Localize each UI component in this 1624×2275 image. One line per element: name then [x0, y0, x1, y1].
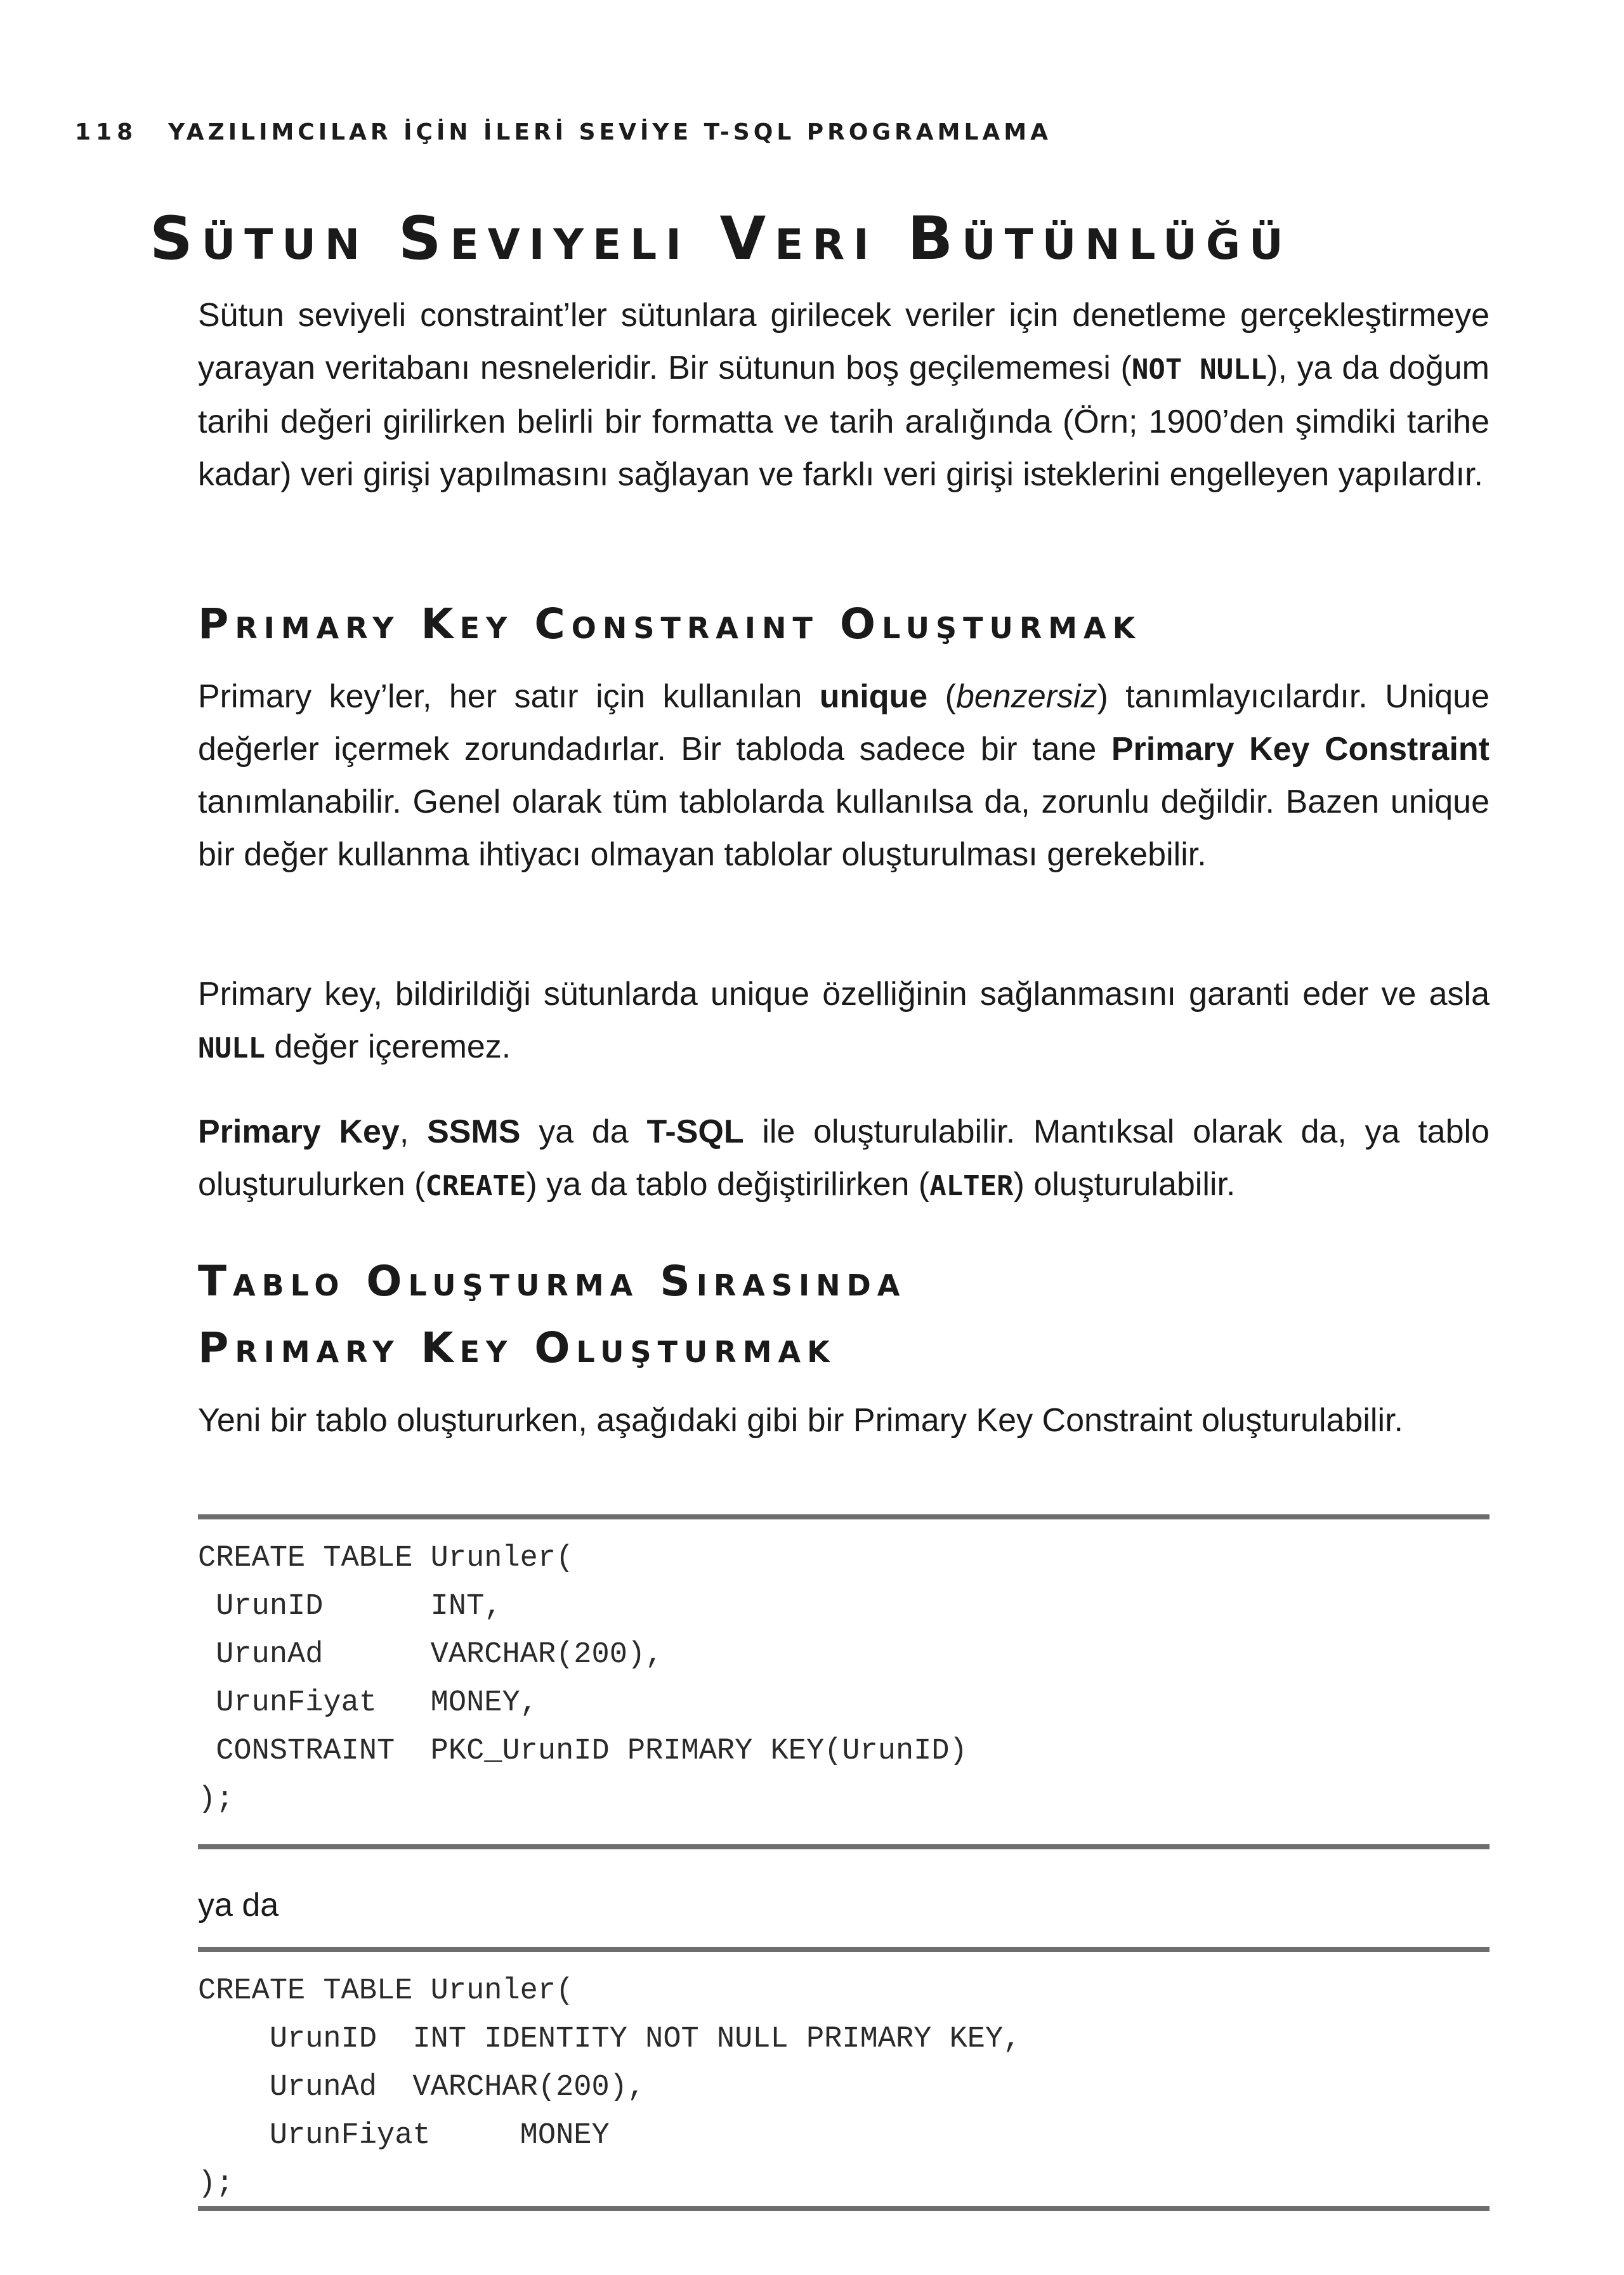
pk3-text-1: , — [399, 1113, 428, 1150]
inline-code-alter: ALTER — [929, 1170, 1014, 1202]
intro-text-2: ), ya da doğum tarihi değeri girilirken belirli bir formatta ve tarih aralığında (Örn; 1900’den şimdiki tarihe kadar) veri girişi yapılmasını sağlayan ve farklı veri girişi isteklerini engelleyen yapılardır. — [198, 350, 1490, 493]
code-block-top-rule — [198, 1514, 1490, 1519]
subsection-title-line-1: Tablo Oluşturma Sırasında — [198, 1257, 907, 1306]
pk2-text-2: değer içeremez. — [265, 1028, 511, 1065]
pk3-bold-ssms: SSMS — [427, 1113, 521, 1150]
or-text: ya da — [198, 1887, 279, 1924]
code-line: CONSTRAINT PKC_UrunID PRIMARY KEY(UrunID) — [198, 1734, 967, 1768]
code-block-top-rule — [198, 1947, 1490, 1952]
pk3-bold-tsql: T-SQL — [646, 1113, 744, 1150]
pk3-text-2: ya da — [520, 1113, 647, 1150]
create-table-intro-paragraph: Yeni bir tablo oluştururken, aşağıdaki gibi bir Primary Key Constraint oluşturulabilir. — [198, 1402, 1403, 1439]
pk-bold-constraint: Primary Key Constraint — [1111, 731, 1490, 768]
subsection-title-primary-key: Primary Key Constraint Oluşturmak — [198, 600, 1142, 648]
intro-paragraph — [198, 289, 1490, 501]
intro-text-1: Sütun seviyeli constraint’ler sütunlara girilecek veriler için denetleme gerçekleştirmeye yarayan veritabanı nesneleridir. Bir sütunun boş geçilememesi ( — [198, 297, 1490, 386]
inline-code-null: NULL — [198, 1032, 265, 1065]
pk-text-2: ( — [927, 678, 956, 715]
code-block-bottom-rule — [198, 2206, 1490, 2211]
pk3-bold-primary-key: Primary Key — [198, 1113, 400, 1150]
code-line: UrunFiyat MONEY — [198, 2119, 610, 2153]
primary-key-paragraph-2 — [198, 968, 1490, 1075]
code-line: UrunID INT, — [198, 1590, 502, 1623]
code-line: UrunFiyat MONEY, — [198, 1686, 538, 1720]
page-number: 118 — [75, 119, 138, 145]
pk2-text-1: Primary key, bildirildiği sütunlarda unique özelliğinin sağlanmasını garanti eder ve asla — [198, 976, 1490, 1013]
subsection-title-line-2: Primary Key Oluşturmak — [198, 1323, 836, 1372]
code-line: ); — [198, 1783, 234, 1816]
pk-text-4: tanımlanabilir. Genel olarak tüm tablolarda kullanılsa da, zorunlu değildir. Bazen unique bir değer kullanma ihtiyacı olmayan tablolar oluşturulması gerekebilir. — [198, 783, 1490, 873]
code-line: UrunAd VARCHAR(200), — [198, 1638, 664, 1672]
code-line: UrunAd VARCHAR(200), — [198, 2071, 646, 2104]
primary-key-paragraph-3 — [198, 1106, 1490, 1212]
pk-bold-unique: unique — [819, 678, 928, 715]
pk-text-3: ) tanımlayıcılardır. Unique değerler içermek zorundadırlar. Bir tabloda sadece bir tane — [198, 678, 1490, 768]
pk3-text-5: ) oluşturulabilir. — [1013, 1166, 1236, 1203]
pk3-text-4: ) ya da tablo değiştirilirken ( — [526, 1166, 930, 1203]
code-block-2 — [198, 1967, 1490, 2208]
running-header — [75, 119, 1052, 145]
pk-text-1: Primary key’ler, her satır için kullanılan — [198, 678, 820, 715]
inline-code-not-null: NOT NULL — [1131, 353, 1267, 386]
code-block-1 — [198, 1535, 1490, 1824]
pk-italic-benzersiz: benzersiz — [955, 678, 1097, 715]
code-line: CREATE TABLE Urunler( — [198, 1542, 574, 1575]
section-title: Sütun Seviyeli Veri Bütünlüğü — [150, 204, 1292, 273]
pk3-text-3: ile oluşturulabilir. Mantıksal olarak da, ya tablo oluşturulurken ( — [198, 1113, 1490, 1203]
code-line: UrunID INT IDENTITY NOT NULL PRIMARY KEY, — [198, 2023, 1021, 2056]
primary-key-paragraph-1 — [198, 671, 1490, 881]
running-title: YAZILIMCILAR İÇİN İLERİ SEVİYE T-SQL PROGRAMLAMA — [168, 119, 1052, 145]
inline-code-create: CREATE — [425, 1170, 527, 1202]
code-line: ); — [198, 2167, 234, 2201]
code-block-bottom-rule — [198, 1844, 1490, 1849]
code-line: CREATE TABLE Urunler( — [198, 1974, 574, 2008]
